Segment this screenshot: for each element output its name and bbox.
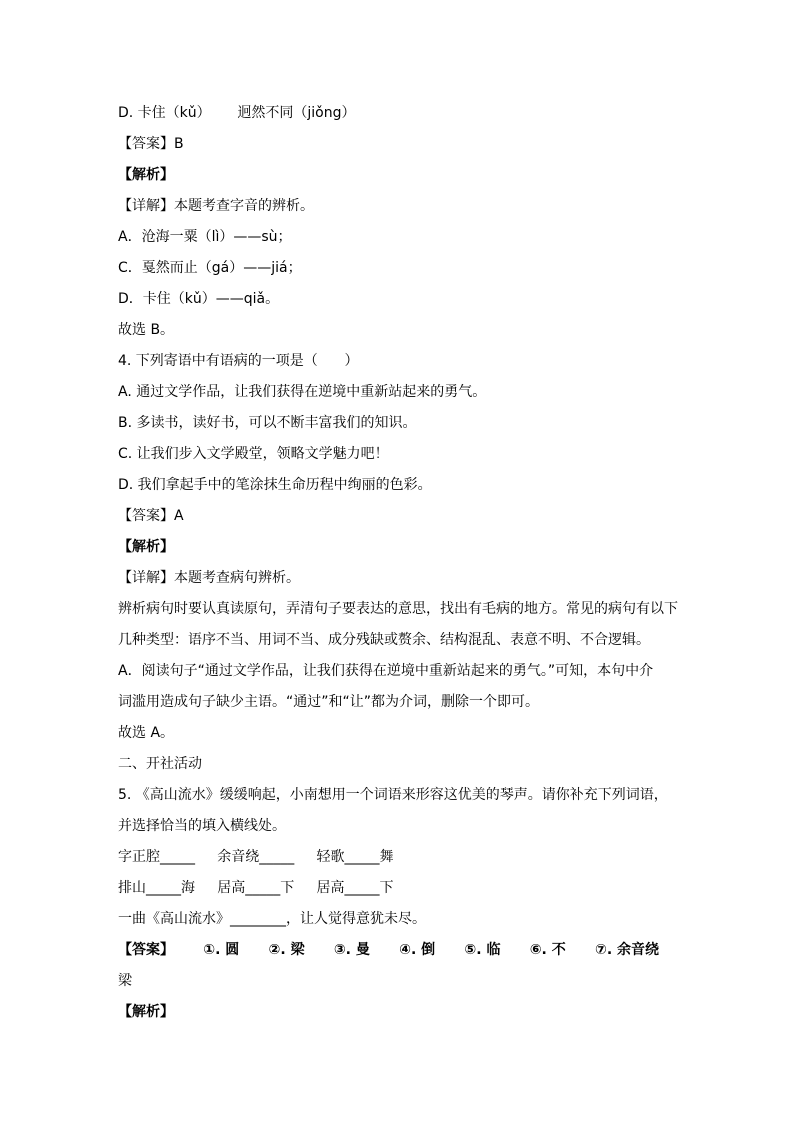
analysis-label: 【解析】	[118, 539, 174, 555]
correction-d: D．卡住（kǔ）——qiǎ。	[118, 291, 280, 307]
q4-option-a: A. 通过文学作品，让我们获得在逆境中重新站起来的勇气。	[118, 384, 487, 400]
explanation-line: A．阅读句子“通过文学作品，让我们获得在逆境中重新站起来的勇气。”可知，本句中介	[118, 663, 654, 679]
detail-line: 【详解】本题考查病句辨析。	[118, 570, 300, 586]
correction-c: C．戛然而止（gá）——jiá；	[118, 260, 302, 276]
q4-option-c: C. 让我们步入文学殿堂，领略文学魅力吧！	[118, 446, 389, 462]
choice-line: 故选 B。	[118, 322, 175, 338]
analysis-label: 【解析】	[118, 167, 174, 183]
explanation-line: 辨析病句时要认真读原句，弄清句子要表达的意思，找出有毛病的地方。常见的病句有以下	[118, 601, 678, 617]
section-heading: 二、开社活动	[118, 756, 202, 772]
answer-list-cont: 梁	[118, 973, 132, 989]
answer-label: 【答案】A	[118, 508, 184, 524]
answer-label: 【答案】B	[118, 136, 184, 152]
fill-blank-row-2: 排山_____海 居高_____下 居高_____下	[118, 880, 394, 896]
fill-blank-sentence: 一曲《高山流水》________，让人觉得意犹未尽。	[118, 911, 426, 927]
question-5-cont: 并选择恰当的填入横线处。	[118, 818, 286, 834]
question-5: 5. 《高山流水》缓缓响起，小南想用一个词语来形容这优美的琴声。请你补充下列词语，	[118, 787, 668, 803]
analysis-label: 【解析】	[118, 1004, 174, 1020]
explanation-line: 几种类型：语序不当、用词不当、成分残缺或赘余、结构混乱、表意不明、不合逻辑。	[118, 632, 650, 648]
explanation-line: 词滥用造成句子缺少主语。“通过”和“让”都为介词，删除一个即可。	[118, 694, 540, 710]
detail-line: 【详解】本题考查字音的辨析。	[118, 198, 314, 214]
q4-option-d: D. 我们拿起手中的笔涂抹生命历程中绚丽的色彩。	[118, 477, 432, 493]
option-d-line: D. 卡住（kǔ） 迥然不同（jiǒng）	[118, 105, 356, 121]
fill-blank-row-1: 字正腔_____ 余音绕_____ 轻歌_____舞	[118, 849, 394, 865]
choice-line: 故选 A。	[118, 725, 175, 741]
correction-a: A．沧海一粟（lì）——sù；	[118, 229, 292, 245]
question-4: 4. 下列寄语中有语病的一项是（ ）	[118, 353, 359, 369]
q4-option-b: B. 多读书，读好书，可以不断丰富我们的知识。	[118, 415, 417, 431]
answer-list: 【答案】 ①. 圆 ②. 梁 ③. 曼 ④. 倒 ⑤. 临 ⑥. 不 ⑦. 余音绕	[118, 942, 660, 958]
